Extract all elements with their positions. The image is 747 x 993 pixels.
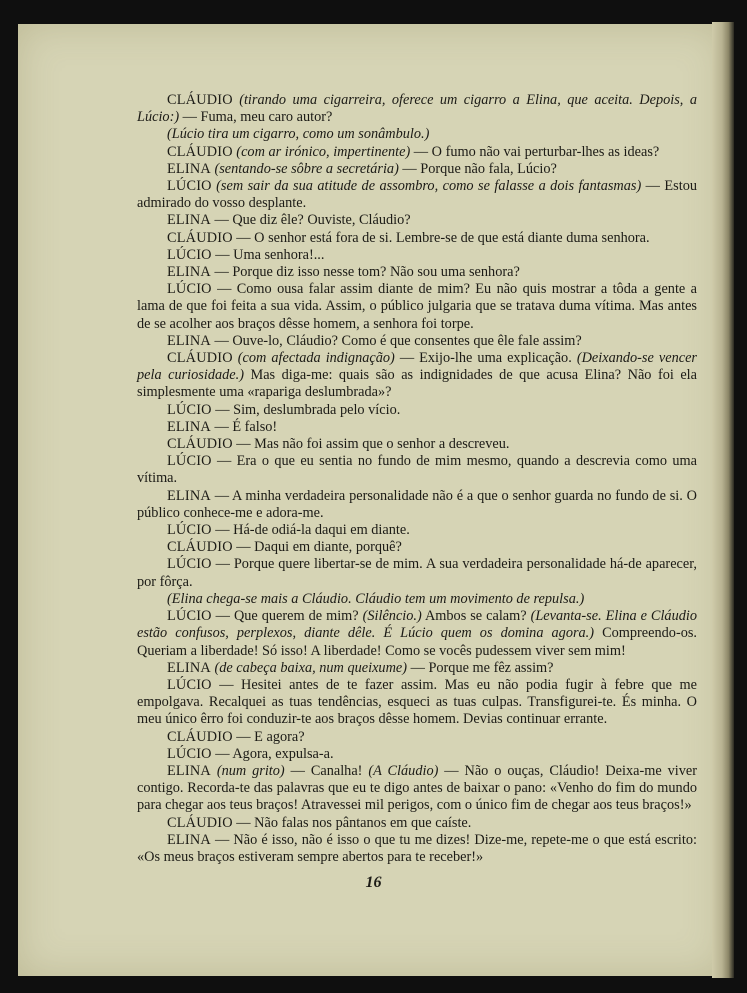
- book-spine-edge: [712, 22, 734, 978]
- text-paragraph: [137, 178, 697, 212]
- stage-direction: (sentando-se sôbre a secretária): [210, 160, 399, 177]
- dialogue-text: — Era o que eu sentia no fundo de mim mesmo, quando a descrevia como uma vítima.: [137, 453, 697, 487]
- speaker-name: CLÁUDIO: [167, 350, 233, 367]
- dialogue-text: — O senhor está fora de si. Lembre-se de que está diante duma senhora.: [232, 229, 650, 246]
- text-paragraph: [137, 247, 697, 264]
- text-paragraph: [137, 763, 697, 815]
- stage-direction: (A Cláudio): [368, 762, 439, 779]
- page-number: 16: [365, 874, 382, 891]
- dialogue-text: — Não o ouças, Cláudio! Deixa-me viver contigo. Recorda-te das palavras que eu te digo antes de baixar o pano: «Venho do fim do mundo para chegar aos teus braços! Atravessei mil perigos, com o único fim de chegar aos teus braços!»: [137, 762, 697, 814]
- dialogue-text: — Que diz êle? Ouviste, Cláudio?: [210, 212, 411, 229]
- dialogue-text: — Sim, deslumbrada pelo vício.: [211, 401, 401, 418]
- speaker-name: LÚCIO: [167, 556, 212, 573]
- text-paragraph: [137, 161, 697, 178]
- speaker-name: LÚCIO: [167, 453, 212, 470]
- dialogue-text: Mas diga-me: quais são as indignidades de que acusa Elina? Não foi ela simplesmente uma «rapariga deslumbrada»?: [137, 367, 698, 401]
- text-paragraph: [137, 281, 697, 333]
- dialogue-text: — Exijo-lhe uma explicação.: [394, 350, 577, 367]
- stage-direction: (de cabeça baixa, num queixume): [210, 659, 407, 676]
- dialogue-text: Ambos se calam?: [421, 608, 531, 625]
- text-paragraph: [137, 212, 697, 229]
- speaker-name: ELINA: [167, 160, 211, 177]
- dialogue-text: — O fumo não vai perturbar-lhes as ideas?: [410, 143, 660, 160]
- speaker-name: CLÁUDIO: [167, 814, 233, 831]
- text-paragraph: [137, 677, 697, 729]
- speaker-name: CLÁUDIO: [167, 229, 233, 246]
- dialogue-text: — Agora, expulsa-a.: [211, 745, 334, 762]
- speaker-name: ELINA: [167, 418, 211, 435]
- text-paragraph: [137, 591, 697, 608]
- dialogue-text: — Estou admirado do vosso desplante.: [137, 178, 697, 212]
- speaker-name: LÚCIO: [167, 522, 212, 539]
- text-paragraph: [137, 402, 697, 419]
- text-paragraph: [137, 230, 697, 247]
- speaker-name: LÚCIO: [167, 281, 212, 298]
- dialogue-text: — Não é isso, não é isso o que tu me dizes! Dize-me, repete-me o que está escrito: «Os meus braços estiveram sempre abertos para te receber!»: [137, 831, 697, 865]
- text-paragraph: [137, 488, 697, 522]
- speaker-name: CLÁUDIO: [167, 539, 233, 556]
- text-paragraph: [137, 522, 697, 539]
- text-paragraph: [137, 453, 697, 487]
- dialogue-text: — Hesitei antes de te fazer assim. Mas eu não podia fugir à febre que me empolgava. Recalquei as tuas tendências, esqueci as tuas culpas. Transfigurei-te. És minha. O meu único êrro foi conduzir-te aos braços dêsse homem. Devias continuar errante.: [137, 676, 697, 728]
- speaker-name: ELINA: [167, 332, 211, 349]
- speaker-name: LÚCIO: [167, 608, 212, 625]
- dialogue-text: — Como ousa falar assim diante de mim? Eu não quis mostrar a tôda a gente a lama de que foi feita a sua vida. Assim, o público julgaria que se tratava duma vítima. Mas antes de se acolher aos braços dêsse homem, a senhora foi torpe.: [137, 281, 697, 332]
- stage-direction: (Elina chega-se mais a Cláudio. Cláudio tem um movimento de repulsa.): [167, 590, 585, 607]
- dialogue-text: — Há-de odiá-la daqui em diante.: [211, 522, 410, 539]
- dialogue-text: — Ouve-lo, Cláudio? Como é que consentes que êle fale assim?: [210, 332, 582, 349]
- speaker-name: ELINA: [167, 264, 211, 281]
- text-paragraph: [137, 608, 697, 660]
- text-paragraph: [137, 350, 697, 402]
- speaker-name: LÚCIO: [167, 401, 212, 418]
- text-paragraph: [137, 660, 697, 677]
- text-paragraph: [137, 419, 697, 436]
- speaker-name: CLÁUDIO: [167, 436, 233, 453]
- dialogue-text: — Porque me fêz assim?: [407, 659, 554, 676]
- stage-direction: (sem sair da sua atitude de assombro, como se falasse a dois fantasmas): [211, 178, 642, 195]
- text-paragraph: [137, 746, 697, 763]
- speaker-name: LÚCIO: [167, 246, 212, 263]
- dialogue-text: — Uma senhora!...: [211, 246, 325, 263]
- stage-direction: (Silêncio.): [362, 608, 422, 625]
- dialogue-text: — Que querem de mim?: [211, 608, 363, 625]
- speaker-name: LÚCIO: [167, 745, 212, 762]
- text-paragraph: [137, 832, 697, 866]
- stage-direction: (num grito): [210, 762, 285, 779]
- dialogue-text: — Mas não foi assim que o senhor a descreveu.: [232, 436, 510, 453]
- speaker-name: ELINA: [167, 659, 211, 676]
- dialogue-text: — É falso!: [210, 418, 278, 435]
- dialogue-text: — Canalha!: [284, 762, 369, 779]
- text-paragraph: [137, 333, 697, 350]
- dialogue-text: — Porque não fala, Lúcio?: [398, 160, 557, 177]
- play-text-body: [137, 92, 697, 866]
- text-paragraph: [137, 436, 697, 453]
- speaker-name: ELINA: [167, 762, 211, 779]
- text-paragraph: [137, 815, 697, 832]
- text-paragraph: [137, 126, 697, 143]
- text-paragraph: [137, 539, 697, 556]
- stage-direction: (tirando uma cigarreira, oferece um cigarro a Elina, que aceita. Depois, a Lúcio:): [137, 92, 697, 126]
- dialogue-text: — A minha verdadeira personalidade não é a que o senhor guarda no fundo de si. O público conhece-me e adora-me.: [137, 487, 697, 521]
- dialogue-text: — Porque diz isso nesse tom? Não sou uma senhora?: [210, 264, 520, 281]
- dialogue-text: — Fuma, meu caro autor?: [179, 109, 333, 126]
- dialogue-text: — Daqui em diante, porquê?: [232, 539, 402, 556]
- speaker-name: LÚCIO: [167, 676, 212, 693]
- speaker-name: LÚCIO: [167, 178, 212, 195]
- stage-direction: (com ar irónico, impertinente): [232, 143, 411, 160]
- stage-direction: (Levanta-se. Elina e Cláudio estão confusos, perplexos, diante dêle. É Lúcio quem os domina agora.): [137, 608, 697, 642]
- speaker-name: ELINA: [167, 831, 211, 848]
- text-paragraph: [137, 729, 697, 746]
- dialogue-text: — Porque quere libertar-se de mim. A sua verdadeira personalidade há-de aparecer, por fôrça.: [137, 556, 697, 590]
- text-paragraph: [137, 264, 697, 281]
- text-paragraph: [137, 144, 697, 161]
- speaker-name: CLÁUDIO: [167, 728, 233, 745]
- stage-direction: (Lúcio tira um cigarro, como um sonâmbulo.): [167, 126, 430, 143]
- text-paragraph: [137, 92, 697, 126]
- text-paragraph: [137, 556, 697, 590]
- speaker-name: CLÁUDIO: [167, 143, 233, 160]
- speaker-name: ELINA: [167, 487, 211, 504]
- stage-direction: (Deixando-se vencer pela curiosidade.): [137, 350, 697, 384]
- dialogue-text: Compreendo-os. Queriam a liberdade! Só isso! A liberdade! Como se vocês pudessem viver sem mim!: [137, 625, 697, 659]
- stage-direction: (com afectada indignação): [232, 350, 395, 367]
- dialogue-text: — E agora?: [232, 728, 305, 745]
- speaker-name: CLÁUDIO: [167, 92, 233, 108]
- dialogue-text: — Não falas nos pântanos em que caíste.: [232, 814, 472, 831]
- speaker-name: ELINA: [167, 212, 211, 229]
